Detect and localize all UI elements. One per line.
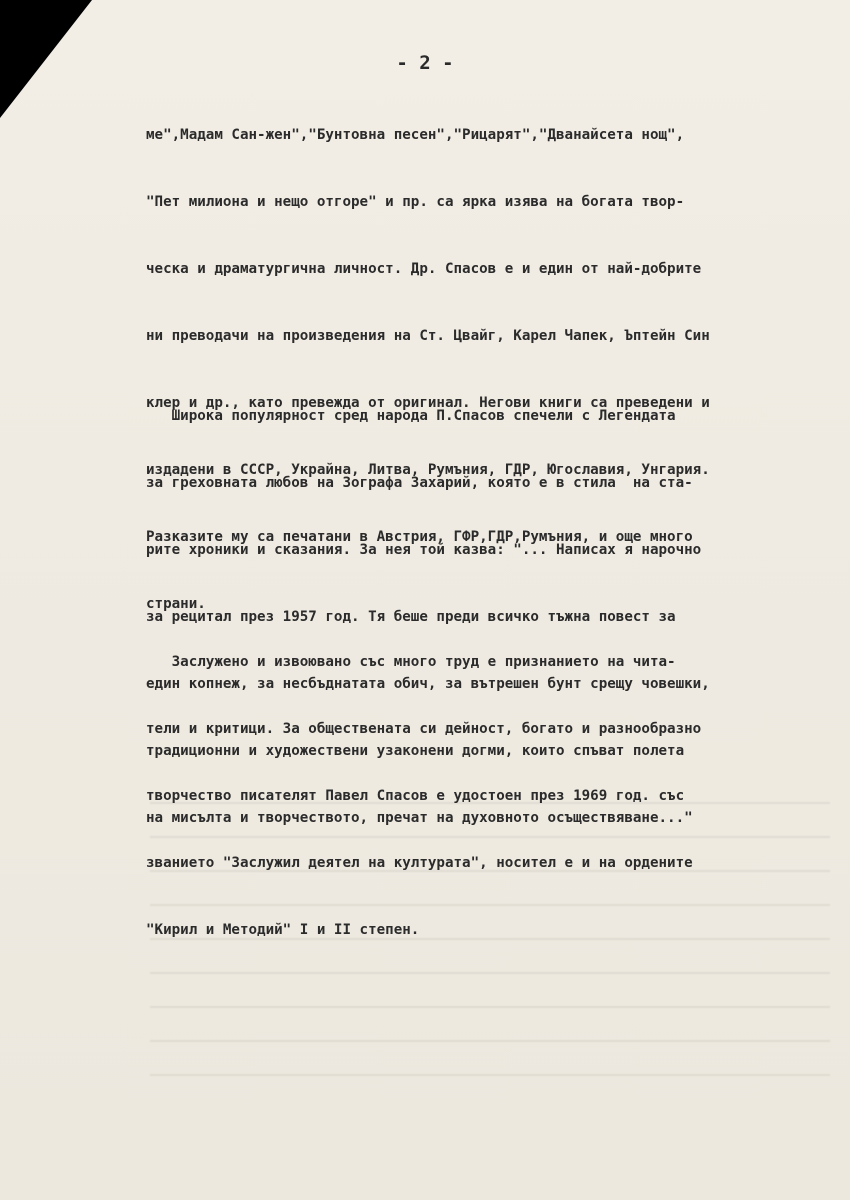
text-line: на мисълта и творчеството, пречат на духовното осъществяване..."	[146, 810, 693, 826]
text-line: за греховната любов на Зографа Захарий, която е в стила на ста-	[146, 475, 693, 491]
text-line: един копнеж, за несбъднатата обич, за вътрешен бунт срещу човешки,	[146, 676, 710, 692]
text-line: ни преводачи на произведения на Ст. Цвайг, Карел Чапек, Ъптейн Син	[146, 328, 710, 344]
text-line: творчество писателят Павел Спасов е удостоен през 1969 год. със	[146, 788, 685, 804]
text-line: рите хроники и сказания. За нея той казва: "... Написах я нарочно	[146, 542, 702, 558]
text-line: тели и критици. За обществената си дейност, богато и разнообразно	[146, 721, 702, 737]
text-line: ме",Мадам Сан-жен","Бунтовна песен","Рицарят","Дванайсета нощ",	[146, 127, 685, 143]
text-line: Широка популярност сред народа П.Спасов спечели с Легендата	[146, 408, 676, 424]
paragraph-3	[146, 613, 846, 980]
text-line: ческа и драматургична личност. Др. Спасов е и един от най-добрите	[146, 261, 702, 277]
text-line: издадени в СССР, Украйна, Литва, Румъния, ГДР, Югославия, Унгария.	[146, 462, 710, 478]
text-line: за рецитал през 1957 год. Тя беше преди всичко тъжна повест за	[146, 609, 676, 625]
text-line: званието "Заслужил деятел на културата", носител е и на ордените	[146, 855, 693, 871]
text-line: "Кирил и Методий" I и II степен.	[146, 922, 420, 938]
text-line: Разказите му са печатани в Австрия, ГФР,ГДР,Румъния, и още много	[146, 529, 693, 545]
page-number: - 2 -	[396, 52, 454, 74]
text-line: Заслужено и извоювано със много труд е признанието на чита-	[146, 654, 676, 670]
text-line: "Пет милиона и нещо отгоре" и пр. са ярка изява на богата твор-	[146, 194, 685, 210]
text-line: страни.	[146, 596, 206, 612]
text-line: клер и др., като превежда от оригинал. Негови книги са преведени и	[146, 395, 710, 411]
text-line: традиционни и художествени узаконени догми, които спъват полета	[146, 743, 685, 759]
